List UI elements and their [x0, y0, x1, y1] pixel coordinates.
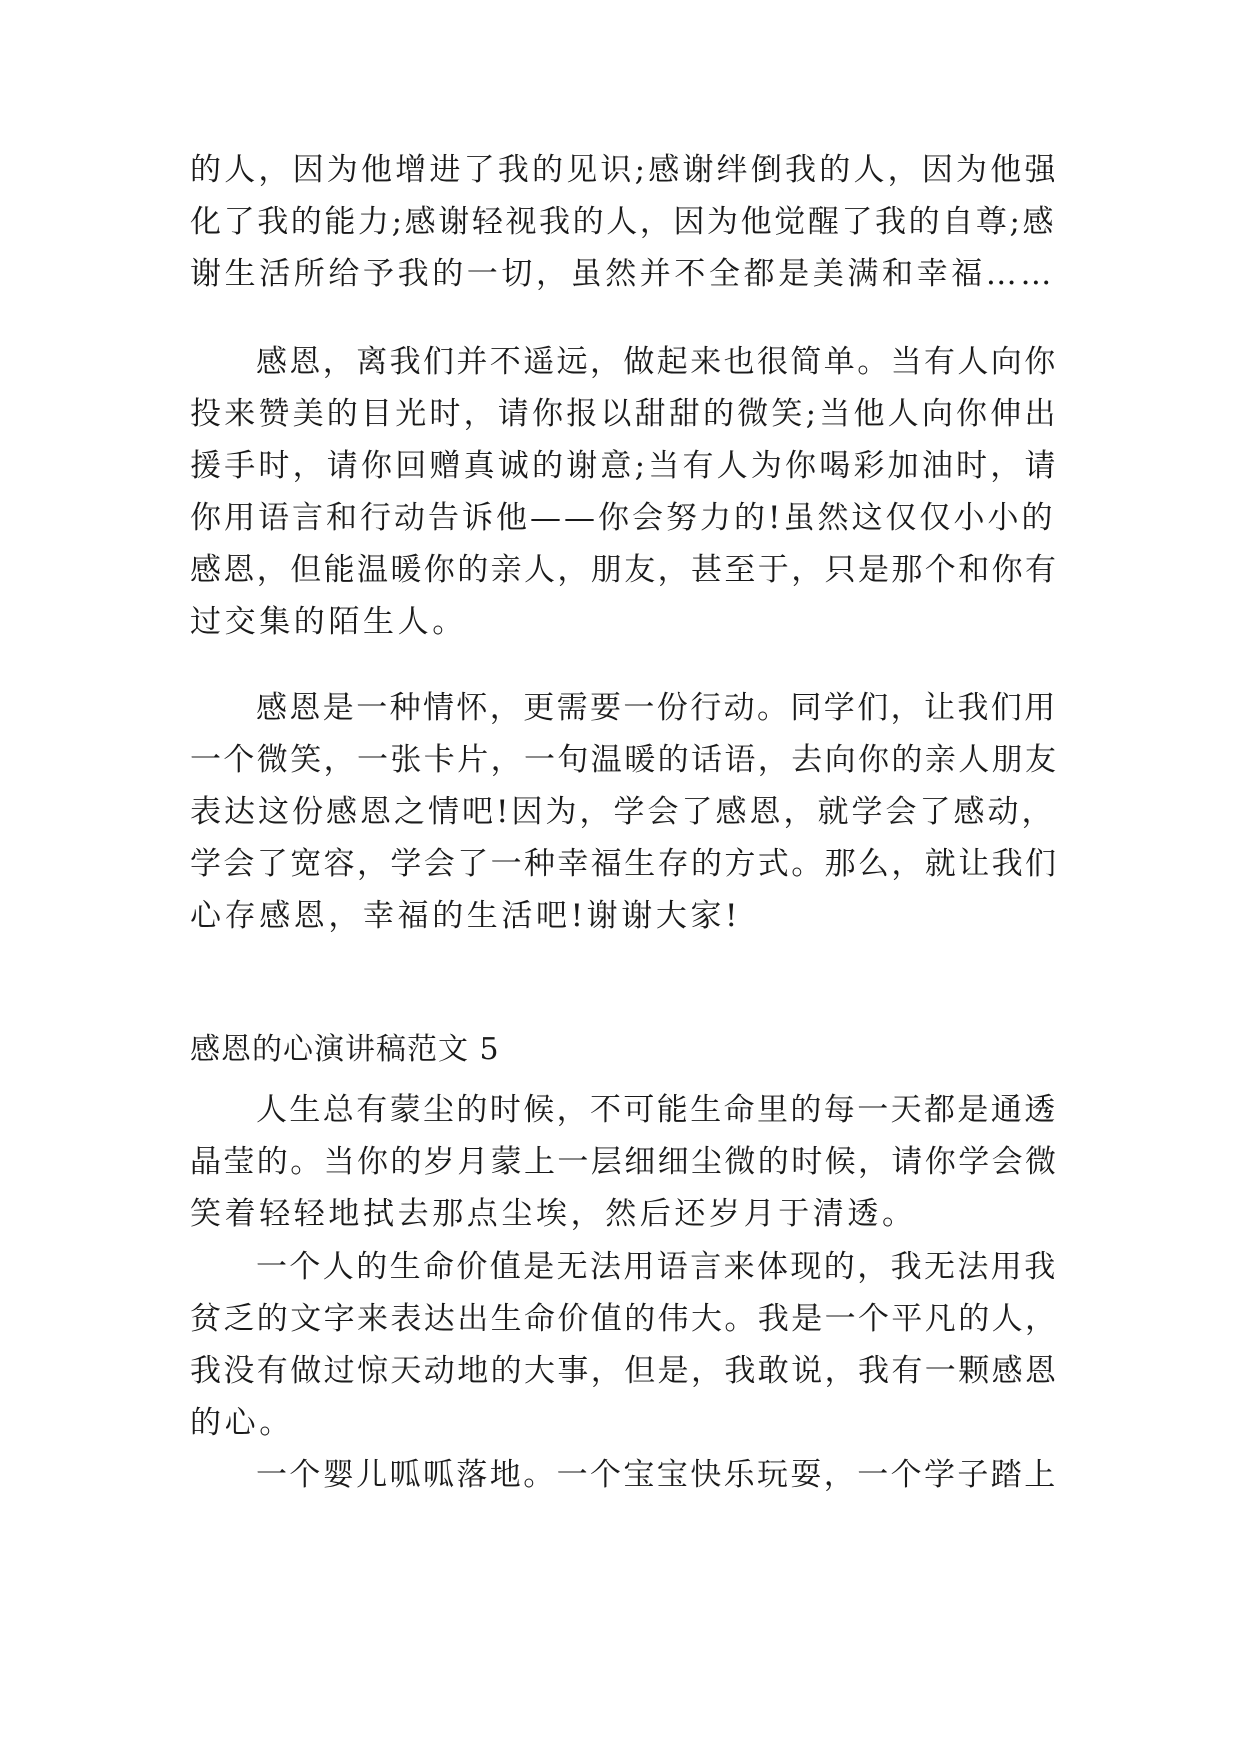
text-line: 人生总有蒙尘的时候，不可能生命里的每一天都是通透: [256, 1092, 1058, 1128]
text-line: 感恩是一种情怀，更需要一份行动。同学们，让我们用: [256, 690, 1058, 726]
text-line: 感恩，离我们并不遥远，做起来也很简单。当有人向你: [256, 344, 1058, 380]
text-line: 一个微笑，一张卡片，一句温暖的话语，去向你的亲人朋友: [190, 742, 1059, 778]
text-line: 一个人的生命价值是无法用语言来体现的，我无法用我: [256, 1249, 1058, 1285]
text-line: 的心。: [190, 1405, 294, 1441]
text-line: 投来赞美的目光时，请你报以甜甜的微笑;当他人向你伸出: [190, 396, 1059, 432]
text-line: 晶莹的。当你的岁月蒙上一层细细尘微的时候，请你学会微: [190, 1144, 1059, 1180]
text-line: 谢生活所给予我的一切，虽然并不全都是美满和幸福……: [190, 256, 1055, 292]
text-line: 你用语言和行动告诉他——你会努力的!虽然这仅仅小小的: [190, 500, 1056, 536]
text-line: 贫乏的文字来表达出生命价值的伟大。我是一个平凡的人，: [190, 1301, 1059, 1337]
text-line: 表达这份感恩之情吧!因为，学会了感恩，就学会了感动，: [190, 794, 1056, 830]
text-line: 感恩，但能温暖你的亲人，朋友，甚至于，只是那个和你有: [190, 552, 1059, 588]
text-line: 一个婴儿呱呱落地。一个宝宝快乐玩耍，一个学子踏上: [256, 1457, 1058, 1493]
text-line: 化了我的能力;感谢轻视我的人，因为他觉醒了我的自尊;感: [190, 204, 1057, 240]
text-line: 学会了宽容，学会了一种幸福生存的方式。那么，就让我们: [190, 846, 1059, 882]
section-title: 感恩的心演讲稿范文 5: [190, 1032, 500, 1067]
text-line: 援手时，请你回赠真诚的谢意;当有人为你喝彩加油时，请: [190, 448, 1059, 484]
text-line: 笑着轻轻地拭去那点尘埃，然后还岁月于清透。: [190, 1196, 917, 1232]
text-line: 心存感恩，幸福的生活吧!谢谢大家!: [190, 898, 742, 934]
text-line: 过交集的陌生人。: [190, 604, 467, 640]
text-line: 的人，因为他增进了我的见识;感谢绊倒我的人，因为他强: [190, 152, 1059, 188]
text-line: 我没有做过惊天动地的大事，但是，我敢说，我有一颗感恩: [190, 1353, 1059, 1389]
